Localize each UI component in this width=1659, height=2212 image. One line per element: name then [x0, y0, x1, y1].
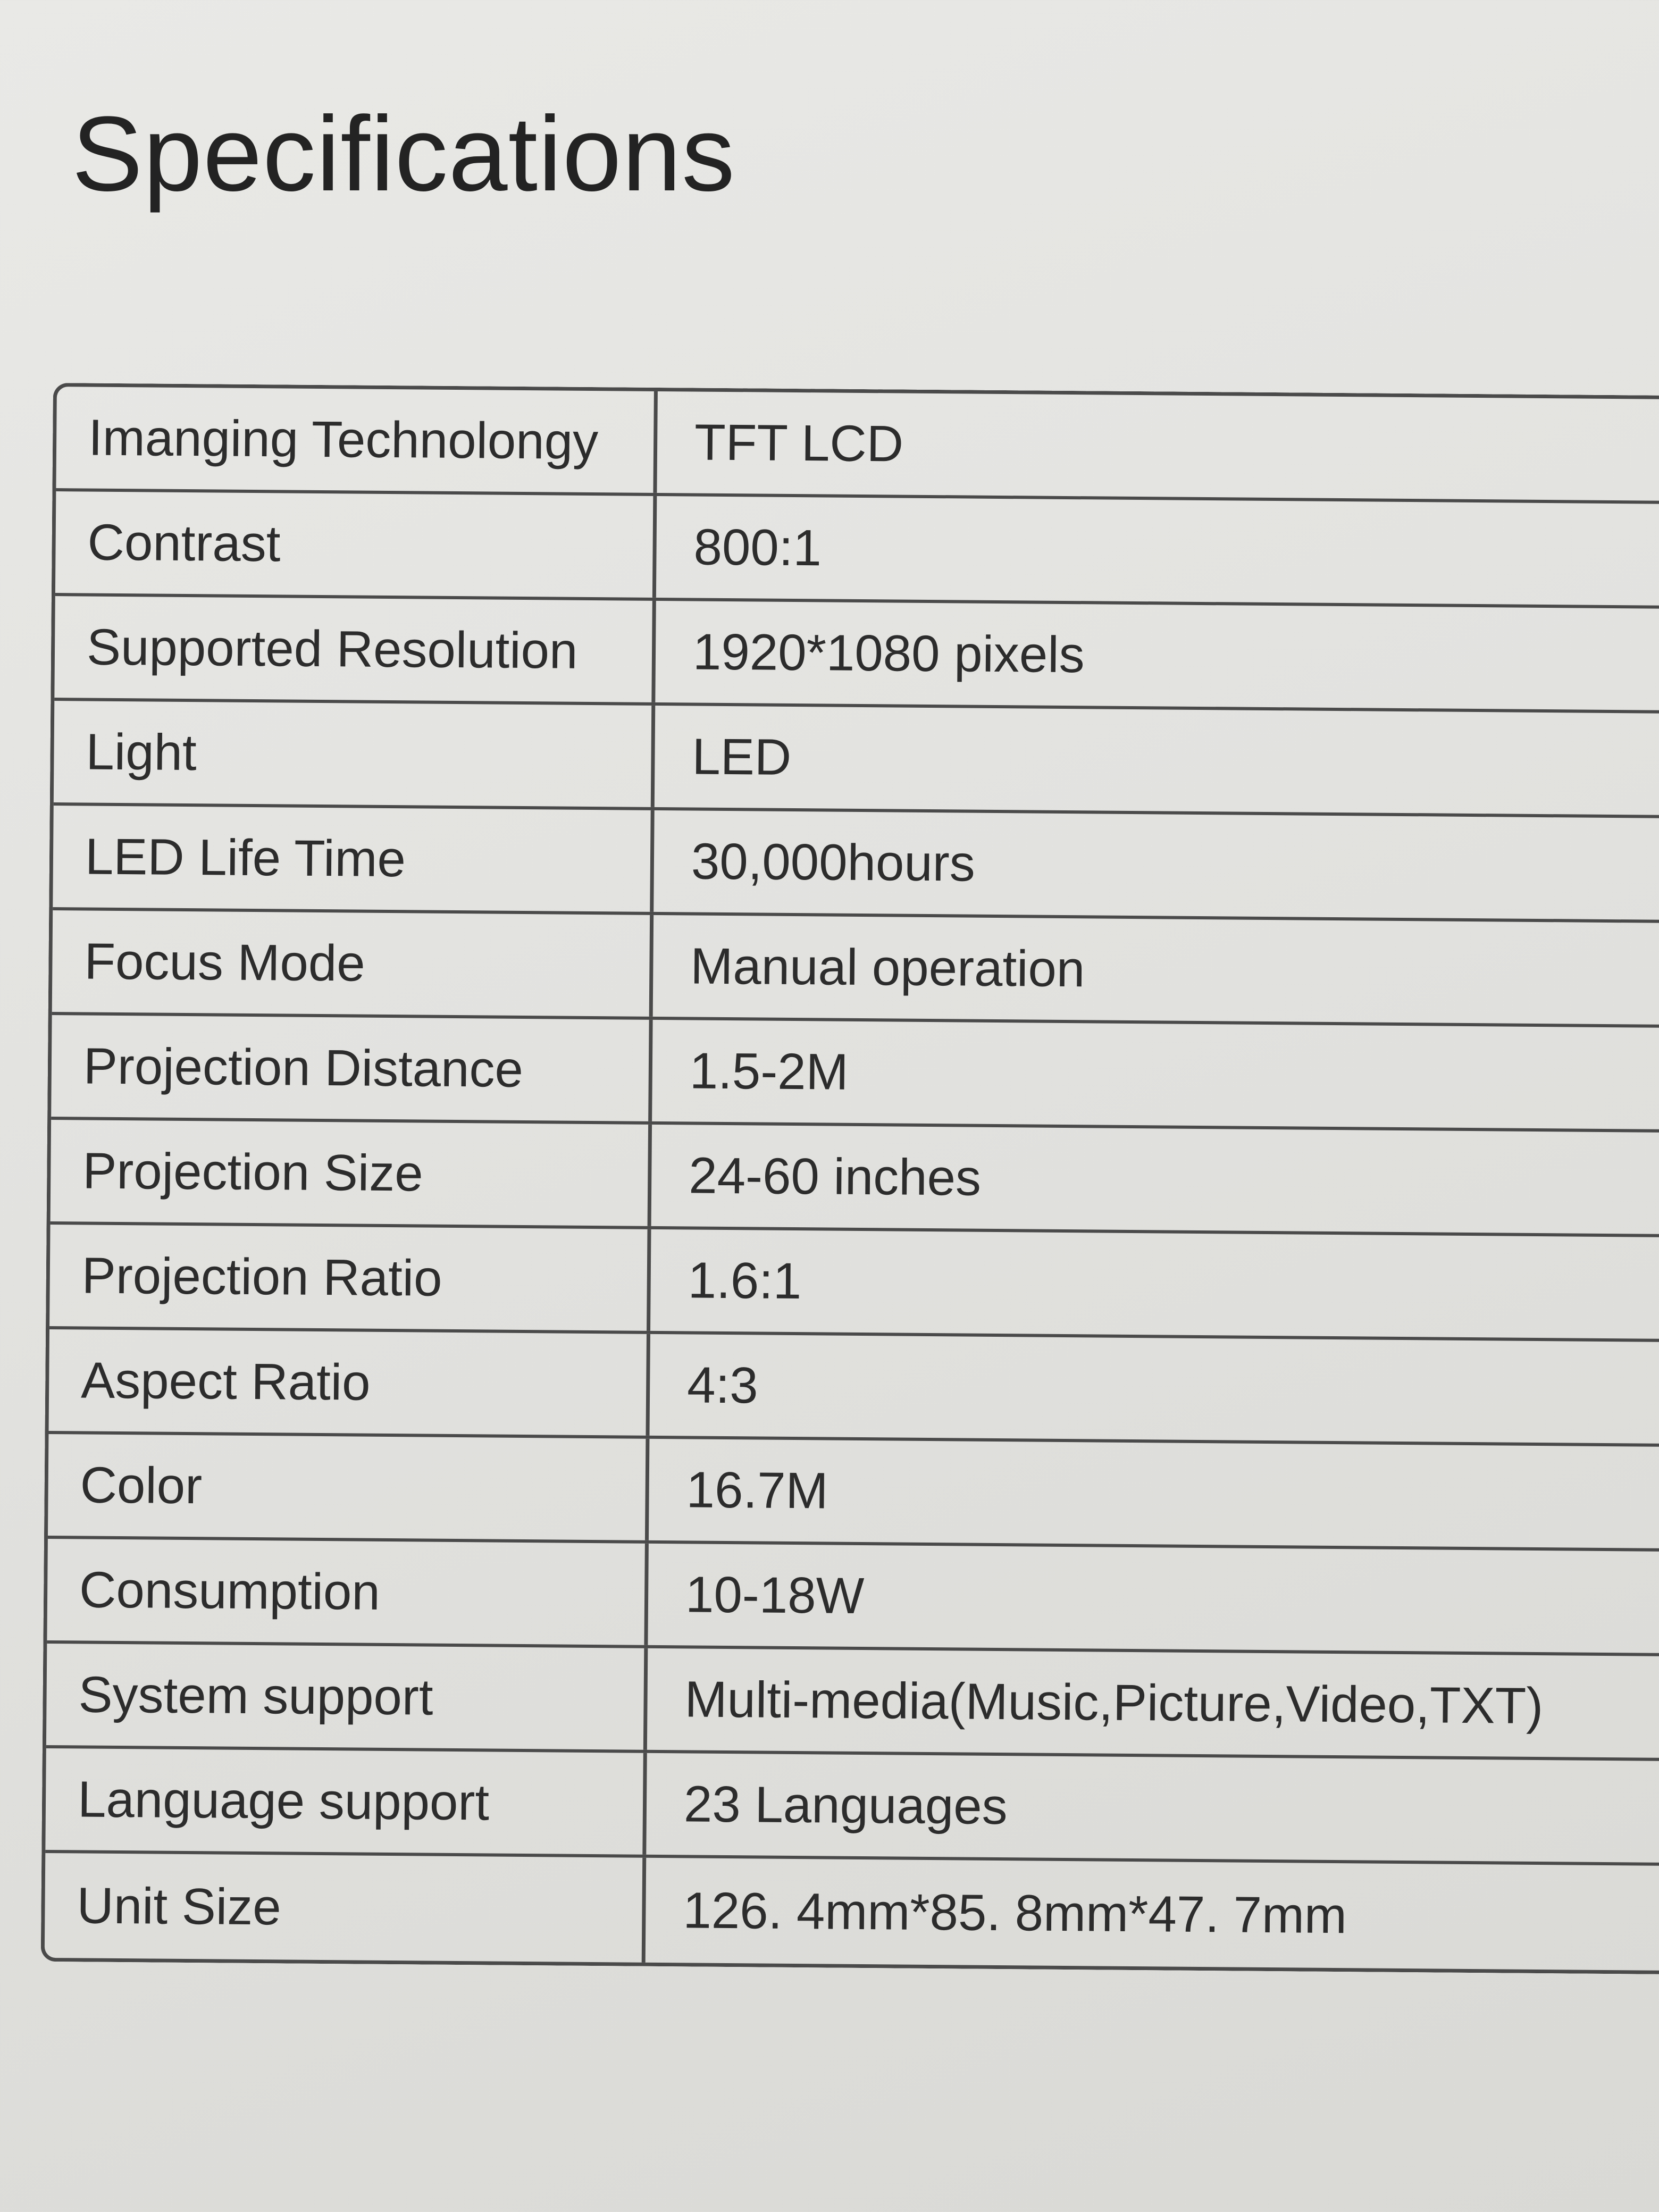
spec-label: Projection Ratio: [49, 1225, 651, 1331]
spec-label: Supported Resolution: [54, 596, 656, 702]
spec-label: Color: [48, 1434, 649, 1540]
spec-value: 30,000hours: [691, 832, 976, 892]
spec-label: Imanging Technolongy: [56, 387, 657, 493]
table-row: [56, 387, 1659, 504]
spec-label: Projection Size: [51, 1120, 652, 1226]
table-row: [51, 1120, 1659, 1237]
table-row: [55, 491, 1659, 609]
table-row: [51, 1015, 1659, 1133]
spec-value: 1920*1080 pixels: [692, 623, 1085, 683]
table-row: [49, 1225, 1659, 1342]
table-row: [48, 1329, 1659, 1447]
spec-value: LED: [692, 727, 792, 786]
table-row: [54, 701, 1659, 818]
spec-label: Unit Size: [45, 1853, 647, 1963]
table-row: [48, 1434, 1659, 1552]
table-row: [47, 1539, 1659, 1656]
spec-value: 23 Languages: [683, 1775, 1008, 1835]
spec-value: Multi-media(Music,Picture,Video,TXT): [684, 1670, 1544, 1735]
spec-label: Focus Mode: [52, 910, 653, 1017]
spec-value: 126. 4mm*85. 8mm*47. 7mm: [683, 1881, 1347, 1944]
spec-value: 800:1: [693, 518, 822, 576]
spec-value: 4:3: [686, 1356, 759, 1414]
spec-label: Projection Distance: [51, 1015, 652, 1121]
spec-label: Contrast: [55, 491, 657, 598]
table-row: [52, 910, 1659, 1028]
spec-value: 1.6:1: [688, 1251, 802, 1310]
spec-value: TFT LCD: [694, 413, 904, 473]
spec-value: 10-18W: [685, 1565, 865, 1624]
spec-value: Manual operation: [690, 937, 1085, 998]
page-title: Specifications: [72, 95, 735, 213]
table-row: [53, 806, 1659, 923]
spec-label: System support: [46, 1644, 648, 1750]
spec-label: Consumption: [47, 1539, 648, 1645]
table-row: [45, 1853, 1659, 1971]
table-row: [45, 1748, 1659, 1866]
spec-label: LED Life Time: [53, 806, 654, 912]
spec-table: [41, 383, 1659, 1974]
spec-value: 16.7M: [686, 1461, 828, 1520]
spec-label: Light: [54, 701, 655, 807]
spec-value: 1.5-2M: [689, 1042, 849, 1101]
table-row: [54, 596, 1659, 714]
spec-value: 24-60 inches: [688, 1146, 982, 1206]
spec-label: Language support: [45, 1748, 647, 1855]
table-row: [46, 1644, 1659, 1761]
spec-label: Aspect Ratio: [49, 1329, 650, 1436]
